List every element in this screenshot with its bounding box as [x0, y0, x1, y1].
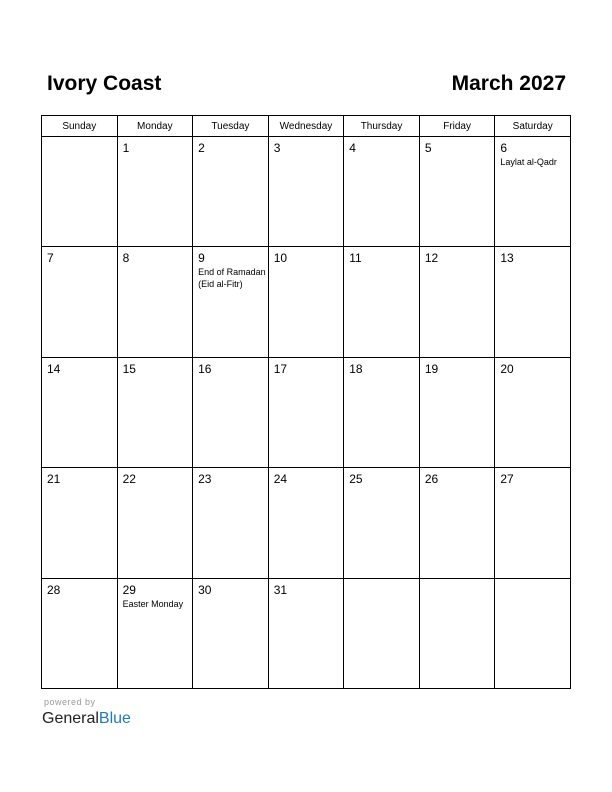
calendar-day-cell [344, 357, 420, 467]
calendar-day-cell [117, 247, 193, 357]
calendar-day-cell [344, 137, 420, 247]
day-number: 23 [198, 472, 212, 487]
day-number: 3 [273, 141, 281, 155]
day-number: 17 [273, 361, 288, 376]
calendar-day-cell [42, 357, 118, 467]
day-number: 20 [500, 361, 514, 376]
day-number: 13 [500, 251, 514, 266]
month-title: March 2027 [451, 72, 566, 95]
calendar-day-cell [495, 578, 571, 688]
calendar-day-cell [268, 137, 344, 247]
calendar-day-cell [117, 468, 193, 578]
calendar-day-cell [193, 247, 269, 357]
day-number: 8 [122, 251, 130, 266]
day-number: 14 [47, 361, 61, 376]
day-number: 22 [122, 472, 136, 487]
calendar-day-cell [419, 137, 495, 247]
day-number [495, 579, 570, 583]
weekday-tuesday: Tuesday [193, 116, 269, 137]
day-number: 6 [500, 141, 508, 155]
day-number: 2 [198, 141, 205, 155]
holiday-event: Laylat al-Qadr [500, 157, 557, 167]
day-number: 24 [273, 472, 288, 487]
month-calendar-grid [41, 115, 571, 689]
calendar-day-cell [268, 468, 344, 578]
day-number: 5 [424, 141, 432, 155]
calendar-day-cell [42, 578, 118, 688]
day-number: 1 [122, 141, 130, 155]
calendar-day-cell [344, 247, 420, 357]
brand-blue-text: Blue [98, 710, 131, 727]
day-number: 9 [198, 251, 205, 266]
calendar-header [41, 70, 566, 100]
calendar-day-cell [495, 137, 571, 247]
calendar-week-row [42, 137, 571, 247]
calendar-day-cell [193, 578, 269, 688]
calendar-day-cell [268, 357, 344, 467]
weekday-header-row [42, 116, 571, 137]
calendar-day-cell [42, 137, 118, 247]
calendar-day-cell [344, 468, 420, 578]
calendar-day-cell [344, 578, 420, 688]
day-number: 27 [500, 472, 514, 487]
day-number: 4 [349, 141, 356, 155]
calendar-day-cell [419, 468, 495, 578]
weekday-thursday: Thursday [344, 116, 420, 137]
day-number: 7 [47, 251, 54, 266]
calendar-day-cell [117, 578, 193, 688]
calendar-week-row [42, 357, 571, 467]
day-number: 25 [349, 472, 363, 487]
weekday-sunday: Sunday [42, 116, 118, 137]
calendar-day-cell [117, 137, 193, 247]
day-number: 29 [122, 582, 136, 597]
calendar-week-row [42, 578, 571, 688]
day-number [420, 579, 495, 583]
weekday-saturday: Saturday [495, 116, 571, 137]
day-number: 31 [273, 582, 288, 597]
calendar-day-cell [495, 357, 571, 467]
calendar-body [42, 137, 571, 689]
day-number: 11 [349, 251, 362, 266]
calendar-day-cell [42, 468, 118, 578]
calendar-day-cell [419, 578, 495, 688]
day-number [42, 137, 117, 141]
calendar-day-cell [193, 357, 269, 467]
day-number: 21 [47, 472, 61, 487]
weekday-wednesday: Wednesday [268, 116, 344, 137]
calendar-day-cell [193, 468, 269, 578]
calendar-day-cell [268, 578, 344, 688]
calendar-day-cell [495, 247, 571, 357]
calendar-day-cell [42, 247, 118, 357]
day-number: 18 [349, 361, 363, 376]
day-number [344, 579, 419, 583]
footer-branding [42, 697, 131, 729]
day-number: 28 [47, 582, 61, 597]
calendar-day-cell [495, 468, 571, 578]
calendar-day-cell [268, 247, 344, 357]
holiday-event: End of Ramadan (Eid al-Fitr) [198, 267, 266, 290]
day-number: 10 [273, 251, 288, 266]
calendar-week-row [42, 468, 571, 578]
day-number: 12 [424, 251, 439, 266]
weekday-monday: Monday [117, 116, 193, 137]
day-number: 15 [122, 361, 136, 376]
calendar-day-cell [193, 137, 269, 247]
generalblue-logo [42, 709, 131, 729]
day-number: 16 [198, 361, 212, 376]
weekday-friday: Friday [419, 116, 495, 137]
brand-general-text: General [42, 710, 99, 727]
calendar-week-row [42, 247, 571, 357]
day-number: 26 [424, 472, 439, 487]
day-number: 19 [424, 361, 439, 376]
day-number: 30 [198, 582, 212, 597]
calendar-day-cell [419, 247, 495, 357]
powered-by-text: powered by [44, 697, 96, 707]
calendar-day-cell [419, 357, 495, 467]
calendar-day-cell [117, 357, 193, 467]
holiday-event: Easter Monday [122, 598, 184, 609]
country-title: Ivory Coast [47, 72, 162, 95]
